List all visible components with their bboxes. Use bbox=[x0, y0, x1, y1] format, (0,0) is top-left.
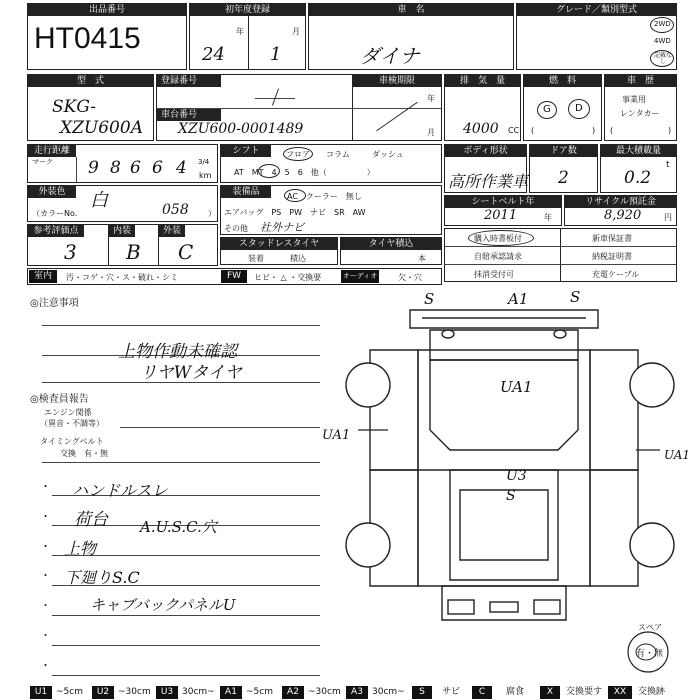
legend-tag-u1: U1 bbox=[30, 686, 52, 699]
score-value: 3 bbox=[64, 240, 77, 264]
legend-text-x: 交換要す bbox=[566, 687, 603, 697]
doc-purchase: 購入時書板付 bbox=[474, 234, 522, 243]
shift-mt-circle bbox=[258, 164, 280, 178]
report-item-5: キャブバックパネルU bbox=[90, 596, 236, 614]
history-business: 事業用 bbox=[622, 95, 646, 104]
mileage-digit-2: 8 bbox=[110, 158, 121, 178]
report-line-5 bbox=[52, 615, 320, 616]
diagram-s-left: S bbox=[424, 290, 435, 308]
body-shape-header: ボディ形状 bbox=[445, 145, 526, 157]
legend-text-u1: ~5cm bbox=[56, 687, 83, 697]
color-code-close: ） bbox=[208, 209, 216, 218]
lot-number-header: 出品番号 bbox=[28, 4, 186, 16]
model-header: 型 式 bbox=[28, 75, 153, 87]
interior-text: 汚・コゲ・穴・ス・破れ・シミ bbox=[66, 273, 178, 282]
interior-tag: 室内 bbox=[29, 270, 57, 283]
fuel-g: G bbox=[543, 104, 551, 115]
equipment-header: 装備品 bbox=[221, 186, 271, 198]
report-bullet-2: ・ bbox=[40, 510, 51, 523]
first-registration-header: 初年度登録 bbox=[190, 4, 305, 16]
legend-tag-c: C bbox=[472, 686, 492, 699]
legend-tag-xx: XX bbox=[608, 686, 632, 699]
exterior-grade: C bbox=[178, 240, 194, 264]
studless-opt2: 積込 bbox=[290, 254, 306, 263]
documents-row-divider-2 bbox=[445, 264, 676, 265]
legend-text-s: サビ bbox=[442, 687, 461, 697]
wheel-rear-left bbox=[346, 523, 390, 567]
lot-number: HT0415 bbox=[34, 22, 141, 55]
fuel-paren-left: ( bbox=[531, 126, 535, 135]
rear-bumper bbox=[442, 586, 566, 620]
exterior-header: 外装 bbox=[159, 225, 185, 237]
report-bullet-4: ・ bbox=[40, 569, 51, 582]
mileage-digit-5: 4 bbox=[176, 158, 187, 178]
tire-loaded-header: タイヤ積込 bbox=[341, 238, 441, 250]
color-value: 白 bbox=[90, 190, 108, 211]
diagram-s: S bbox=[506, 488, 516, 504]
shift-floor: フロア bbox=[286, 150, 310, 159]
grades-header: 参考評価点 bbox=[28, 225, 84, 237]
report-bullet-3: ・ bbox=[40, 540, 51, 553]
doors-value: 2 bbox=[558, 168, 569, 188]
chassis-value: XZU600-0001489 bbox=[178, 121, 304, 137]
legend-text-xx: 交換跡 bbox=[638, 687, 666, 697]
inspection-header: 車検期限 bbox=[353, 75, 441, 87]
capacity-unit: t bbox=[666, 160, 670, 170]
caution-line-1: 上物作動未確認 bbox=[118, 342, 237, 362]
color-code-value: 058 bbox=[162, 202, 189, 218]
legend-text-c: 腐食 bbox=[506, 687, 525, 697]
caution-line-a bbox=[42, 325, 320, 326]
fuel-header: 燃 料 bbox=[524, 75, 601, 87]
report-item-1: ハンドルスレ bbox=[72, 481, 168, 500]
diagram-ua1-center: UA1 bbox=[500, 378, 533, 396]
cab-body bbox=[430, 360, 578, 450]
model-value-1: SKG- bbox=[52, 97, 96, 117]
inspection-month-unit: 月 bbox=[427, 128, 435, 137]
month-value: 1 bbox=[270, 44, 282, 65]
doc-cancel: 抹消受付可 bbox=[474, 270, 514, 279]
color-code-label: （カラーNo. bbox=[32, 209, 78, 218]
legend-tag-a3: A3 bbox=[346, 686, 368, 699]
mileage-note: 3/4 bbox=[198, 158, 210, 166]
mileage-mark: マーク bbox=[32, 158, 53, 166]
body-shape-value: 高所作業車 bbox=[448, 172, 529, 191]
shift-header: シフト bbox=[221, 145, 271, 157]
fuel-d: D bbox=[575, 103, 583, 114]
equipment-row1: AC クーラー 無し bbox=[287, 192, 362, 201]
side-right-lower bbox=[590, 470, 638, 586]
capacity-value: 0.2 bbox=[624, 168, 652, 188]
engine-line bbox=[120, 427, 320, 428]
report-line-6 bbox=[52, 645, 320, 646]
legend-tag-s: S bbox=[412, 686, 432, 699]
diagram-s-right: S bbox=[570, 288, 581, 306]
tire-loaded-unit: 本 bbox=[418, 254, 426, 263]
caution-label: ◎注意事項 bbox=[30, 298, 79, 309]
diagram-ua1-right: UA1 bbox=[664, 448, 691, 462]
bed-inner bbox=[450, 470, 558, 580]
legend-tag-a2: A2 bbox=[282, 686, 304, 699]
interior-header: 内装 bbox=[109, 225, 135, 237]
studless-opt1: 装着 bbox=[248, 254, 264, 263]
report-item-3: 上物 bbox=[64, 539, 97, 558]
fuel-paren-right: ) bbox=[592, 126, 596, 135]
year-unit: 年 bbox=[236, 27, 244, 36]
year-month-divider bbox=[248, 16, 249, 69]
documents-divider bbox=[560, 229, 561, 281]
doc-tax: 納税証明書 bbox=[592, 252, 632, 261]
legend-tag-x: X bbox=[540, 686, 560, 699]
fw-text: ヒビ・ △ ・交換要 bbox=[254, 273, 322, 282]
report-bullet-7: ・ bbox=[40, 659, 51, 672]
legend-text-u3: 30cm~ bbox=[182, 687, 215, 697]
equipment-row3-label: その他 bbox=[224, 224, 248, 233]
doc-purchase-circle bbox=[468, 230, 534, 246]
fw-tag: FW bbox=[221, 270, 247, 283]
drive-2wd: 2WD bbox=[654, 20, 671, 28]
mileage-unit: km bbox=[199, 171, 212, 180]
history-rental: レンタカー bbox=[620, 109, 660, 118]
report-bullet-6: ・ bbox=[40, 629, 51, 642]
equipment-row2: エアバッグ PS PW ナビ SR AW bbox=[224, 208, 366, 217]
recycle-value: 8,920 bbox=[604, 208, 642, 223]
legend-text-u2: ~30cm bbox=[118, 687, 151, 697]
report-line-7 bbox=[52, 675, 320, 676]
side-right-upper bbox=[590, 350, 638, 470]
inspector-label: ◎検査員報告 bbox=[30, 394, 89, 405]
year-value: 24 bbox=[202, 44, 225, 65]
history-paren-right: ) bbox=[668, 126, 672, 135]
timing-sub: 交換 有・無 bbox=[60, 449, 108, 458]
report-bullet-5: ・ bbox=[40, 599, 51, 612]
legend-tag-u3: U3 bbox=[156, 686, 178, 699]
engine-sub: （異音・不調等） bbox=[40, 419, 104, 428]
diagram-ua1-left: UA1 bbox=[322, 428, 351, 443]
drive-4wd: 4WD bbox=[654, 37, 671, 45]
shift-options: AT MT 4 5 6 他（ ） bbox=[234, 168, 375, 177]
seatbelt-value: 2011 bbox=[484, 208, 518, 223]
front-bumper bbox=[410, 310, 598, 328]
diagram-a1: A1 bbox=[508, 290, 529, 308]
shift-dash: ダッシュ bbox=[372, 150, 404, 159]
recycle-header: リサイクル預託金 bbox=[565, 196, 676, 208]
doors-header: ドア数 bbox=[530, 145, 597, 157]
drive-none: 記載なし bbox=[653, 52, 672, 65]
timing-label: タイミングベルト bbox=[40, 437, 104, 446]
shift-column: コラム bbox=[326, 150, 350, 159]
wheel-front-right bbox=[630, 363, 674, 407]
spare-value: 有・無 bbox=[636, 649, 664, 659]
report-item-2b: A.U.S.C.穴 bbox=[140, 518, 217, 536]
history-header: 車 歴 bbox=[605, 75, 676, 87]
displacement-header: 排 気 量 bbox=[445, 75, 520, 87]
model-value-2: XZU600A bbox=[60, 118, 143, 138]
rear-lamp-right bbox=[534, 600, 560, 614]
rear-lamp-left bbox=[448, 600, 474, 614]
car-name-value: ダイナ bbox=[360, 44, 420, 68]
mileage-header: 走行距離 bbox=[28, 145, 76, 157]
recycle-unit: 円 bbox=[664, 213, 672, 222]
legend-text-a1: ~5cm bbox=[246, 687, 273, 697]
cab-front bbox=[430, 330, 578, 360]
displacement-unit: CC bbox=[508, 126, 520, 135]
seatbelt-header: シートベルト年 bbox=[445, 196, 561, 208]
grade-header: グレード／類別型式 bbox=[517, 4, 676, 16]
report-bullet-1: ・ bbox=[40, 480, 51, 493]
mirror-left bbox=[442, 330, 454, 338]
diagram-u3: U3 bbox=[506, 468, 527, 484]
seatbelt-unit: 年 bbox=[544, 213, 552, 222]
doc-charging: 充電ケーブル bbox=[592, 270, 640, 279]
timing-line bbox=[42, 462, 320, 463]
report-item-2: 荷台 bbox=[74, 510, 108, 530]
doc-warranty: 新車保証書 bbox=[592, 234, 632, 243]
color-header: 外装色 bbox=[28, 186, 76, 198]
wheel-rear-right bbox=[630, 523, 674, 567]
mileage-digit-4: 6 bbox=[152, 158, 163, 178]
studless-header: スタッドレスタイヤ bbox=[221, 238, 337, 250]
equipment-row3-value: 社外ナビ bbox=[260, 221, 304, 234]
mirror-right bbox=[554, 330, 566, 338]
registration-header: 登録番号 bbox=[157, 75, 221, 87]
legend-text-a2: ~30cm bbox=[308, 687, 341, 697]
wheel-front-left bbox=[346, 363, 390, 407]
chassis-header: 車台番号 bbox=[157, 109, 221, 121]
documents-row-divider-1 bbox=[445, 246, 676, 247]
engine-label: エンジン関係 bbox=[44, 408, 92, 417]
caution-line-2: リヤWタイヤ bbox=[140, 363, 242, 383]
mileage-digit-3: 6 bbox=[130, 158, 141, 178]
car-name-header: 車 名 bbox=[309, 4, 513, 16]
doc-insurance: 自賠承認請求 bbox=[474, 252, 522, 261]
legend-tag-u2: U2 bbox=[92, 686, 114, 699]
audio-text: 欠・穴 bbox=[398, 273, 422, 282]
legend-tag-a1: A1 bbox=[220, 686, 242, 699]
report-item-4: 下廻りS.C bbox=[64, 568, 140, 587]
displacement-value: 4000 bbox=[463, 121, 499, 137]
mileage-digit-1: 9 bbox=[88, 158, 99, 178]
month-unit: 月 bbox=[292, 27, 300, 36]
audio-tag: オーディオ bbox=[341, 270, 379, 283]
history-paren-left: ( bbox=[610, 126, 614, 135]
interior-grade: B bbox=[126, 240, 141, 264]
inspection-year-unit: 年 bbox=[427, 94, 435, 103]
bed-center bbox=[460, 490, 548, 560]
capacity-header: 最大積載量 bbox=[601, 145, 676, 157]
rear-plate bbox=[490, 602, 518, 612]
legend-text-a3: 30cm~ bbox=[372, 687, 405, 697]
spare-label: スペア bbox=[638, 623, 662, 632]
